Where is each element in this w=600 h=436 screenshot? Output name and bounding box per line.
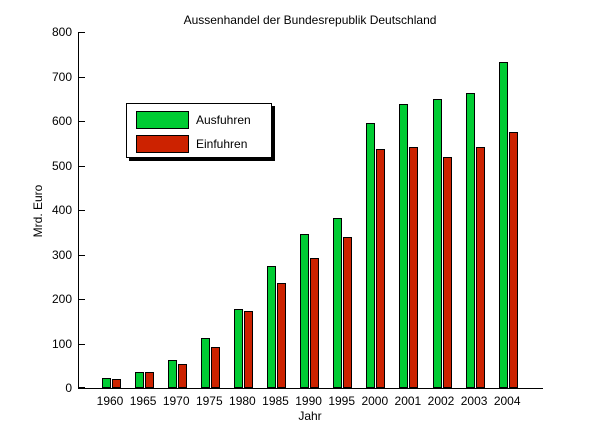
bar-ausfuhren-2000 xyxy=(366,123,375,388)
bar-ausfuhren-2002 xyxy=(433,99,442,388)
x-tick-label: 2004 xyxy=(493,394,521,408)
bar-ausfuhren-1980 xyxy=(234,309,243,388)
bar-ausfuhren-1960 xyxy=(102,378,111,388)
bar-group-1960 xyxy=(102,378,121,388)
bar-einfuhren-2003 xyxy=(476,147,485,388)
bar-group-1980 xyxy=(234,309,253,388)
y-tick-label: 500 xyxy=(51,159,72,173)
x-tick-label: 1965 xyxy=(129,394,157,408)
y-tick-mark xyxy=(79,299,85,300)
bar-einfuhren-1975 xyxy=(211,347,220,388)
bar-einfuhren-1985 xyxy=(277,283,286,388)
bar-ausfuhren-1995 xyxy=(333,218,342,388)
legend-item-einfuhren xyxy=(136,135,271,153)
y-tick-mark xyxy=(79,77,85,78)
bar-einfuhren-2004 xyxy=(509,132,518,388)
y-tick-mark xyxy=(79,121,85,122)
bar-einfuhren-1970 xyxy=(178,364,187,388)
y-tick-label: 700 xyxy=(51,70,72,84)
legend xyxy=(126,103,272,158)
y-axis-label: Mrd. Euro xyxy=(31,184,45,238)
y-tick-label: 800 xyxy=(51,25,72,39)
bar-ausfuhren-1990 xyxy=(300,234,309,388)
y-tick-mark xyxy=(79,387,85,388)
plot-area xyxy=(78,32,543,389)
legend-label-einfuhren: Einfuhren xyxy=(196,137,248,151)
bar-einfuhren-2002 xyxy=(443,157,452,388)
x-tick-label: 1990 xyxy=(295,394,322,408)
bar-einfuhren-1965 xyxy=(145,372,154,388)
bar-ausfuhren-2004 xyxy=(499,62,508,388)
x-tick-label: 2000 xyxy=(361,394,389,408)
bar-einfuhren-2001 xyxy=(409,147,418,388)
bar-group-2001 xyxy=(399,104,418,388)
bar-ausfuhren-1985 xyxy=(267,266,276,388)
bar-einfuhren-1995 xyxy=(343,237,352,388)
bar-group-1990 xyxy=(300,234,319,388)
bar-group-1970 xyxy=(168,360,187,388)
y-tick-label: 0 xyxy=(65,381,72,395)
bar-ausfuhren-2001 xyxy=(399,104,408,388)
bar-einfuhren-2000 xyxy=(376,149,385,388)
bar-group-1975 xyxy=(201,338,220,388)
bar-group-2000 xyxy=(366,123,385,388)
y-tick-mark xyxy=(79,255,85,256)
y-tick-label: 400 xyxy=(51,203,72,217)
legend-item-ausfuhren xyxy=(136,111,271,129)
y-tick-mark xyxy=(79,32,85,33)
legend-label-ausfuhren: Ausfuhren xyxy=(196,113,251,127)
bar-group-1985 xyxy=(267,266,286,388)
x-tick-label: 2002 xyxy=(427,394,455,408)
legend-swatch-einfuhren xyxy=(136,135,189,153)
y-tick-label: 100 xyxy=(51,337,72,351)
bar-group-2003 xyxy=(466,93,485,388)
x-tick-label: 2003 xyxy=(460,394,488,408)
x-tick-label: 1975 xyxy=(195,394,223,408)
bar-group-1965 xyxy=(135,372,154,388)
y-tick-mark xyxy=(79,344,85,345)
x-tick-label: 1985 xyxy=(262,394,289,408)
bar-einfuhren-1990 xyxy=(310,258,319,388)
chart-title: Aussenhandel der Bundesrepublik Deutschland xyxy=(183,13,437,27)
y-tick-mark xyxy=(79,166,85,167)
x-tick-label: 2001 xyxy=(394,394,422,408)
bar-einfuhren-1980 xyxy=(244,311,253,388)
x-tick-label: 1980 xyxy=(229,394,256,408)
x-axis-label: Jahr xyxy=(298,409,322,423)
y-tick-label: 200 xyxy=(51,292,72,306)
y-tick-mark xyxy=(79,210,85,211)
bar-group-2002 xyxy=(433,99,452,388)
x-tick-label: 1970 xyxy=(162,394,190,408)
legend-swatch-ausfuhren xyxy=(136,111,189,129)
bar-group-1995 xyxy=(333,218,352,388)
x-tick-label: 1995 xyxy=(328,394,356,408)
bar-group-2004 xyxy=(499,62,518,388)
bar-ausfuhren-1970 xyxy=(168,360,177,388)
x-tick-label: 1960 xyxy=(96,394,124,408)
bar-ausfuhren-1975 xyxy=(201,338,210,388)
bar-ausfuhren-1965 xyxy=(135,372,144,388)
bar-einfuhren-1960 xyxy=(112,379,121,388)
bar-ausfuhren-2003 xyxy=(466,93,475,388)
y-tick-label: 600 xyxy=(51,114,72,128)
y-tick-label: 300 xyxy=(51,248,72,262)
